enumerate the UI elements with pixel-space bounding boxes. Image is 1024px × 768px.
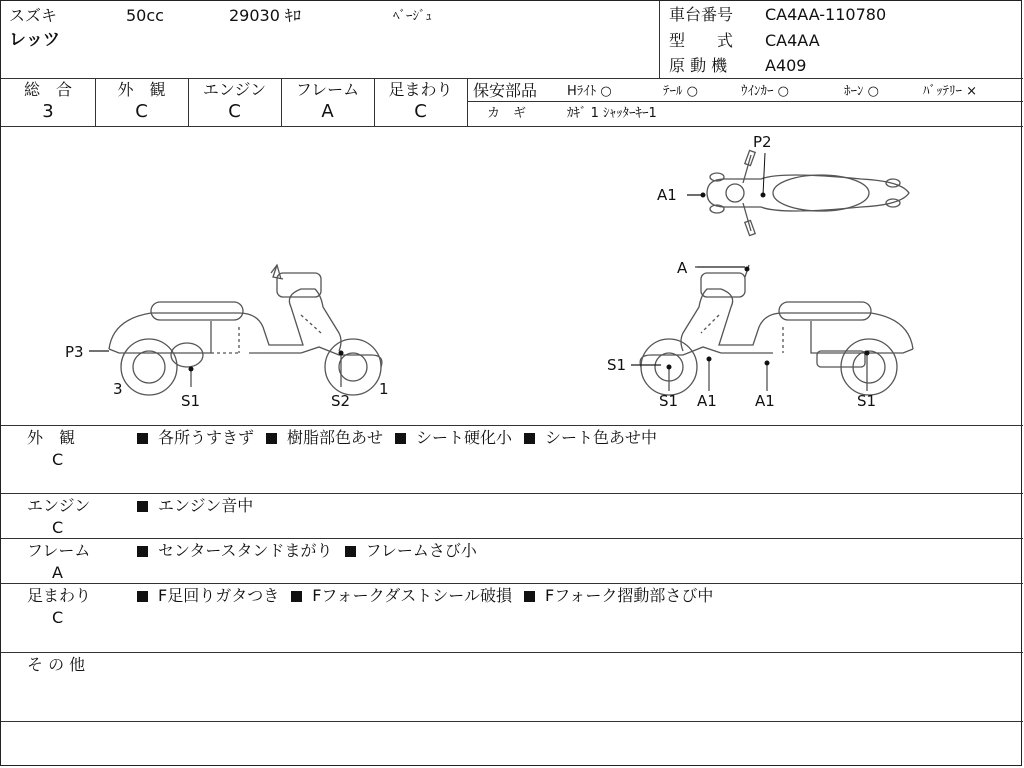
section-items — [137, 495, 265, 517]
section-grade: A — [52, 563, 63, 582]
divider — [1, 652, 1023, 653]
bullet-icon — [137, 501, 148, 512]
bullet-icon — [137, 591, 148, 602]
divider — [1, 78, 1023, 79]
section-item: Fフォーク摺動部さび中 — [544, 586, 714, 605]
engine-grade: C — [228, 101, 241, 122]
suspension-label: 足まわり — [388, 80, 453, 99]
safety-horn: ﾎｰﾝ ○ — [844, 84, 879, 99]
safety-battery: ﾊﾞｯﾃﾘｰ × — [923, 84, 978, 99]
section-label: 外 観 — [27, 428, 76, 447]
key-label: カ ギ — [487, 106, 527, 121]
scooter-right-side-icon — [631, 265, 913, 395]
frame-grade: A — [321, 101, 334, 122]
section-item: Fフォークダストシール破損 — [312, 586, 512, 605]
maker: スズキ — [9, 6, 58, 25]
exterior-grade: C — [135, 101, 148, 122]
label-s1-wheel: S1 — [659, 392, 679, 410]
model-code: CA4AA — [765, 31, 820, 50]
safety-taillight: ﾃｰﾙ ○ — [663, 84, 698, 99]
frame-no: CA4AA-110780 — [765, 5, 887, 24]
divider — [467, 78, 468, 126]
divider — [1, 493, 1023, 494]
bullet-icon — [137, 433, 148, 444]
displacement: 50cc — [126, 6, 164, 25]
header-divider — [659, 1, 660, 78]
overall-label: 総 合 — [23, 80, 72, 99]
bullet-icon — [345, 546, 356, 557]
label-3: 3 — [113, 380, 123, 398]
label-s1-front: S1 — [607, 356, 627, 374]
label-a1-floor: A1 — [755, 392, 775, 410]
section-grade: C — [52, 518, 64, 537]
section-label: そ の 他 — [27, 655, 86, 674]
model-code-label: 型 式 — [669, 31, 734, 50]
label-p2: P2 — [753, 133, 772, 151]
divider — [1, 538, 1023, 539]
scooter-top-view-icon — [687, 150, 909, 235]
frame-label: フレーム — [295, 80, 360, 99]
divider — [1, 721, 1023, 722]
model-name: レッツ — [9, 30, 60, 50]
section-item: シート硬化小 — [416, 428, 513, 447]
damage-diagram — [1, 127, 1023, 425]
frame-no-label: 車台番号 — [669, 5, 734, 24]
label-a1-fork: A1 — [697, 392, 717, 410]
section-items — [137, 540, 489, 562]
section-item: フレームさび小 — [365, 541, 477, 560]
section-item: 樹脂部色あせ — [287, 428, 384, 447]
section-label: 足まわり — [27, 586, 92, 605]
key-value: ｶｷﾞ 1 ｼｬｯﾀｰｷｰ1 — [567, 106, 657, 121]
section-grade: C — [52, 608, 64, 627]
scooter-left-side-icon — [89, 265, 382, 395]
label-a: A — [677, 259, 688, 277]
section-label: フレーム — [27, 541, 91, 560]
safety-winker: ｳｲﾝｶｰ ○ — [741, 84, 789, 99]
section-item: エンジン音中 — [158, 496, 254, 515]
section-items — [137, 585, 725, 607]
bullet-icon — [524, 591, 535, 602]
bullet-icon — [291, 591, 302, 602]
divider — [1, 583, 1023, 584]
overall-grade: 3 — [42, 101, 54, 122]
engine-code: A409 — [765, 56, 807, 75]
section-item: 各所うすきず — [158, 428, 255, 447]
section-item: F足回りガタつき — [158, 586, 280, 605]
section-grade: C — [52, 450, 64, 469]
label-1: 1 — [379, 380, 389, 398]
suspension-grade: C — [414, 101, 427, 122]
engine-label: エンジン — [202, 80, 267, 99]
divider — [1, 425, 1023, 426]
section-label: エンジン — [27, 496, 91, 515]
section-items — [137, 427, 669, 449]
body-color: ﾍﾞｰｼﾞｭ — [393, 9, 432, 24]
label-p3: P3 — [65, 343, 84, 361]
safety-label: 保安部品 — [473, 81, 538, 100]
safety-headlight: Hﾗｲﾄ ○ — [567, 84, 612, 99]
section-item: シート色あせ中 — [545, 428, 658, 447]
label-a1-top: A1 — [657, 186, 677, 204]
section-item: センタースタンドまがり — [158, 541, 333, 560]
label-s1-rear: S1 — [857, 392, 877, 410]
bullet-icon — [266, 433, 277, 444]
exterior-label: 外 観 — [117, 80, 166, 99]
bullet-icon — [524, 433, 535, 444]
engine-code-label: 原 動 機 — [669, 56, 728, 75]
mileage: 29030 ｷﾛ — [229, 6, 301, 25]
label-s1: S1 — [181, 392, 201, 410]
bullet-icon — [395, 433, 406, 444]
bullet-icon — [137, 546, 148, 557]
label-s2: S2 — [331, 392, 351, 410]
